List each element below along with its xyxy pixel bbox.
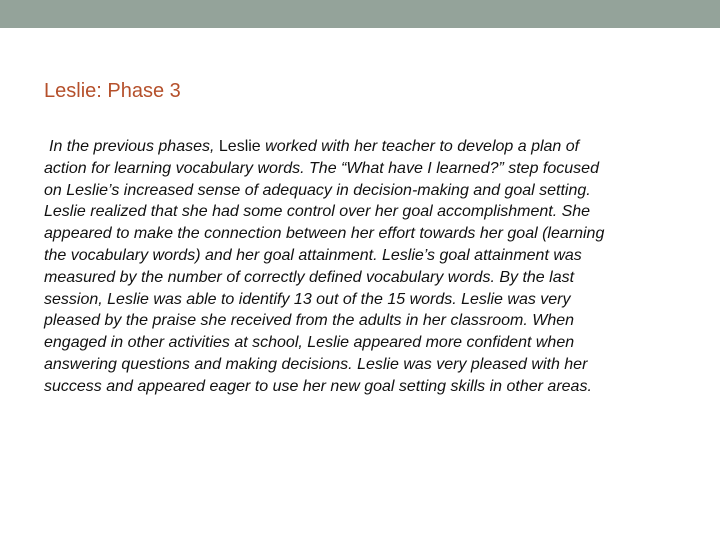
body-line-1-after: worked with her teacher to develop a plan of	[260, 138, 580, 155]
top-band	[0, 0, 720, 28]
body-line-7: measured by the number of correctly defined vocabulary words. By the last	[44, 268, 575, 286]
body-line-12: success and appeared eager to use her new goal setting skills in other areas.	[44, 377, 592, 395]
slide-title: Leslie: Phase 3	[44, 80, 181, 102]
slide-body	[44, 136, 684, 398]
body-line-4: Leslie realized that she had some control over her goal accomplishment. She	[44, 203, 591, 221]
body-line-8: session, Leslie was able to identify 13 out of the 15 words. Leslie was very	[44, 290, 571, 308]
body-line-6: the vocabulary words) and her goal attainment. Leslie’s goal attainment was	[44, 246, 582, 264]
body-line-1	[44, 136, 684, 158]
body-line-1-name: Leslie	[218, 138, 261, 155]
body-line-5: appeared to make the connection between her effort towards her goal (learning	[44, 225, 605, 243]
body-line-3: on Leslie’s increased sense of adequacy in decision-making and goal setting.	[44, 181, 591, 199]
body-line-10: engaged in other activities at school, Leslie appeared more confident when	[44, 334, 575, 352]
body-line-9: pleased by the praise she received from the adults in her classroom. When	[44, 312, 575, 330]
body-line-11: answering questions and making decisions. Leslie was very pleased with her	[44, 355, 588, 373]
body-line-1-before: In the previous phases,	[49, 138, 219, 155]
body-line-2: action for learning vocabulary words. The “What have I learned?” step focused	[44, 159, 599, 177]
